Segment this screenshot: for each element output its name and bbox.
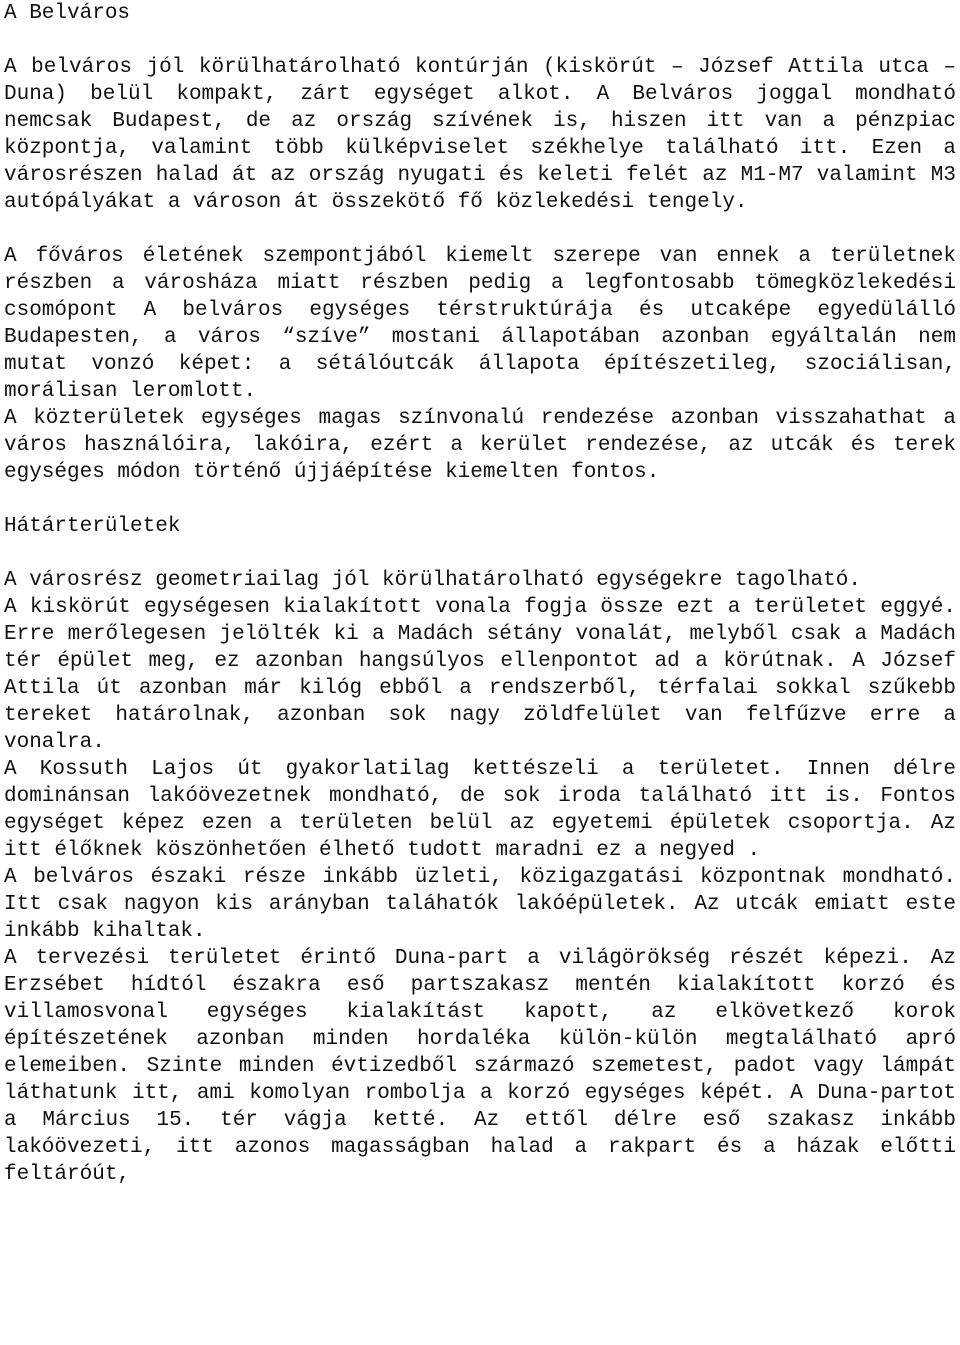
paragraph-public-spaces: A közterületek egységes magas színvonalú rendezése azonban visszahathat a város használóira, lakóira, ezért a kerület rendezése, az utcák és terek egységes módon történő újjáépítése kiemelten fontos. (4, 407, 956, 484)
paragraph-north: A belváros északi része inkább üzleti, közigazgatási központnak mondható. Itt csak nagyon kis arányban taláhatók lakóépületek. Az utcák emiatt este inkább kihaltak. (4, 866, 956, 943)
paragraph-danube: A tervezési területet érintő Duna-part a világörökség részét képezi. Az Erzsébet hídtól északra eső partszakasz mentén kialakított korzó és villamosvonal egységes kialakítást kapott, az elkövetkező korok építészetének azonban minden hordaléka külön-külön megtalálható apró elemeiben. Szinte minden évtizedből származó szemetest, padot vagy lámpát láthatunk itt, ami komolyan rombolja a korzó egységes képét. A Duna-partot a Március 15. tér vágja ketté. Az ettől délre eső szakasz inkább lakóövezeti, itt azonos magasságban halad a rakpart és a házak előtti feltáróút, (4, 947, 956, 1186)
spacer (4, 27, 956, 54)
paragraph-capital-role: A főváros életének szempontjából kiemelt szerepe van ennek a területnek részben a városháza miatt részben pedig a legfontosabb tömegközlekedési csomópont A belváros egységes térstruktúrája és utcaképe egyedülálló Budapesten, a város “szíve” mostani állapotában azonban egyáltalán nem mutat vonzó képet: a sétálóutcák állapota építészetileg, szociálisan, morálisan leromlott. (4, 245, 956, 403)
spacer (4, 540, 956, 567)
spacer (4, 216, 956, 243)
spacer (4, 486, 956, 513)
paragraph-geometry: A városrész geometriailag jól körülhatárolható egységekre tagolható. (4, 569, 861, 592)
paragraph-kossuth: A Kossuth Lajos út gyakorlatilag kettészeli a területet. Innen délre dominánsan lakóövezetnek mondható, de sok iroda található itt is. Fontos egységet képez ezen a területen belül az egyetemi épületek csoportja. Az itt élőknek köszönhetően élhető tudott maradni ez a negyed . (4, 758, 956, 862)
paragraph-intro: A belváros jól körülhatárolható kontúrján (kiskörút – József Attila utca – Duna) belül kompakt, zárt egységet alkot. A Belváros joggal mondható nemcsak Budapest, de az ország szívének is, hiszen itt van a pénzpiac központja, valamint több külképviselet székhelye található itt. Ezen a városrészen halad át az ország nyugati és keleti felét az M1-M7 valamint M3 autópályákat a városon át összekötő fő közlekedési tengely. (4, 56, 956, 214)
section-heading: Hátárterületek (4, 515, 181, 538)
paragraph-kiskorut: A kiskörút egységesen kialakított vonala fogja össze ezt a területet eggyé. Erre merőlegesen jelölték ki a Madách sétány vonalát, melyből csak a Madách tér épület meg, ez azonban hangsúlyos ellenpontot ad a körútnak. A József Attila út azonban már kilóg ebből a rendszerből, térfalai sokkal szűkebb tereket határolnak, azonban sok nagy zöldfelület van felfűzve erre a vonalra. (4, 596, 956, 754)
page-title: A Belváros (4, 2, 131, 25)
document-page (4, 0, 956, 1188)
